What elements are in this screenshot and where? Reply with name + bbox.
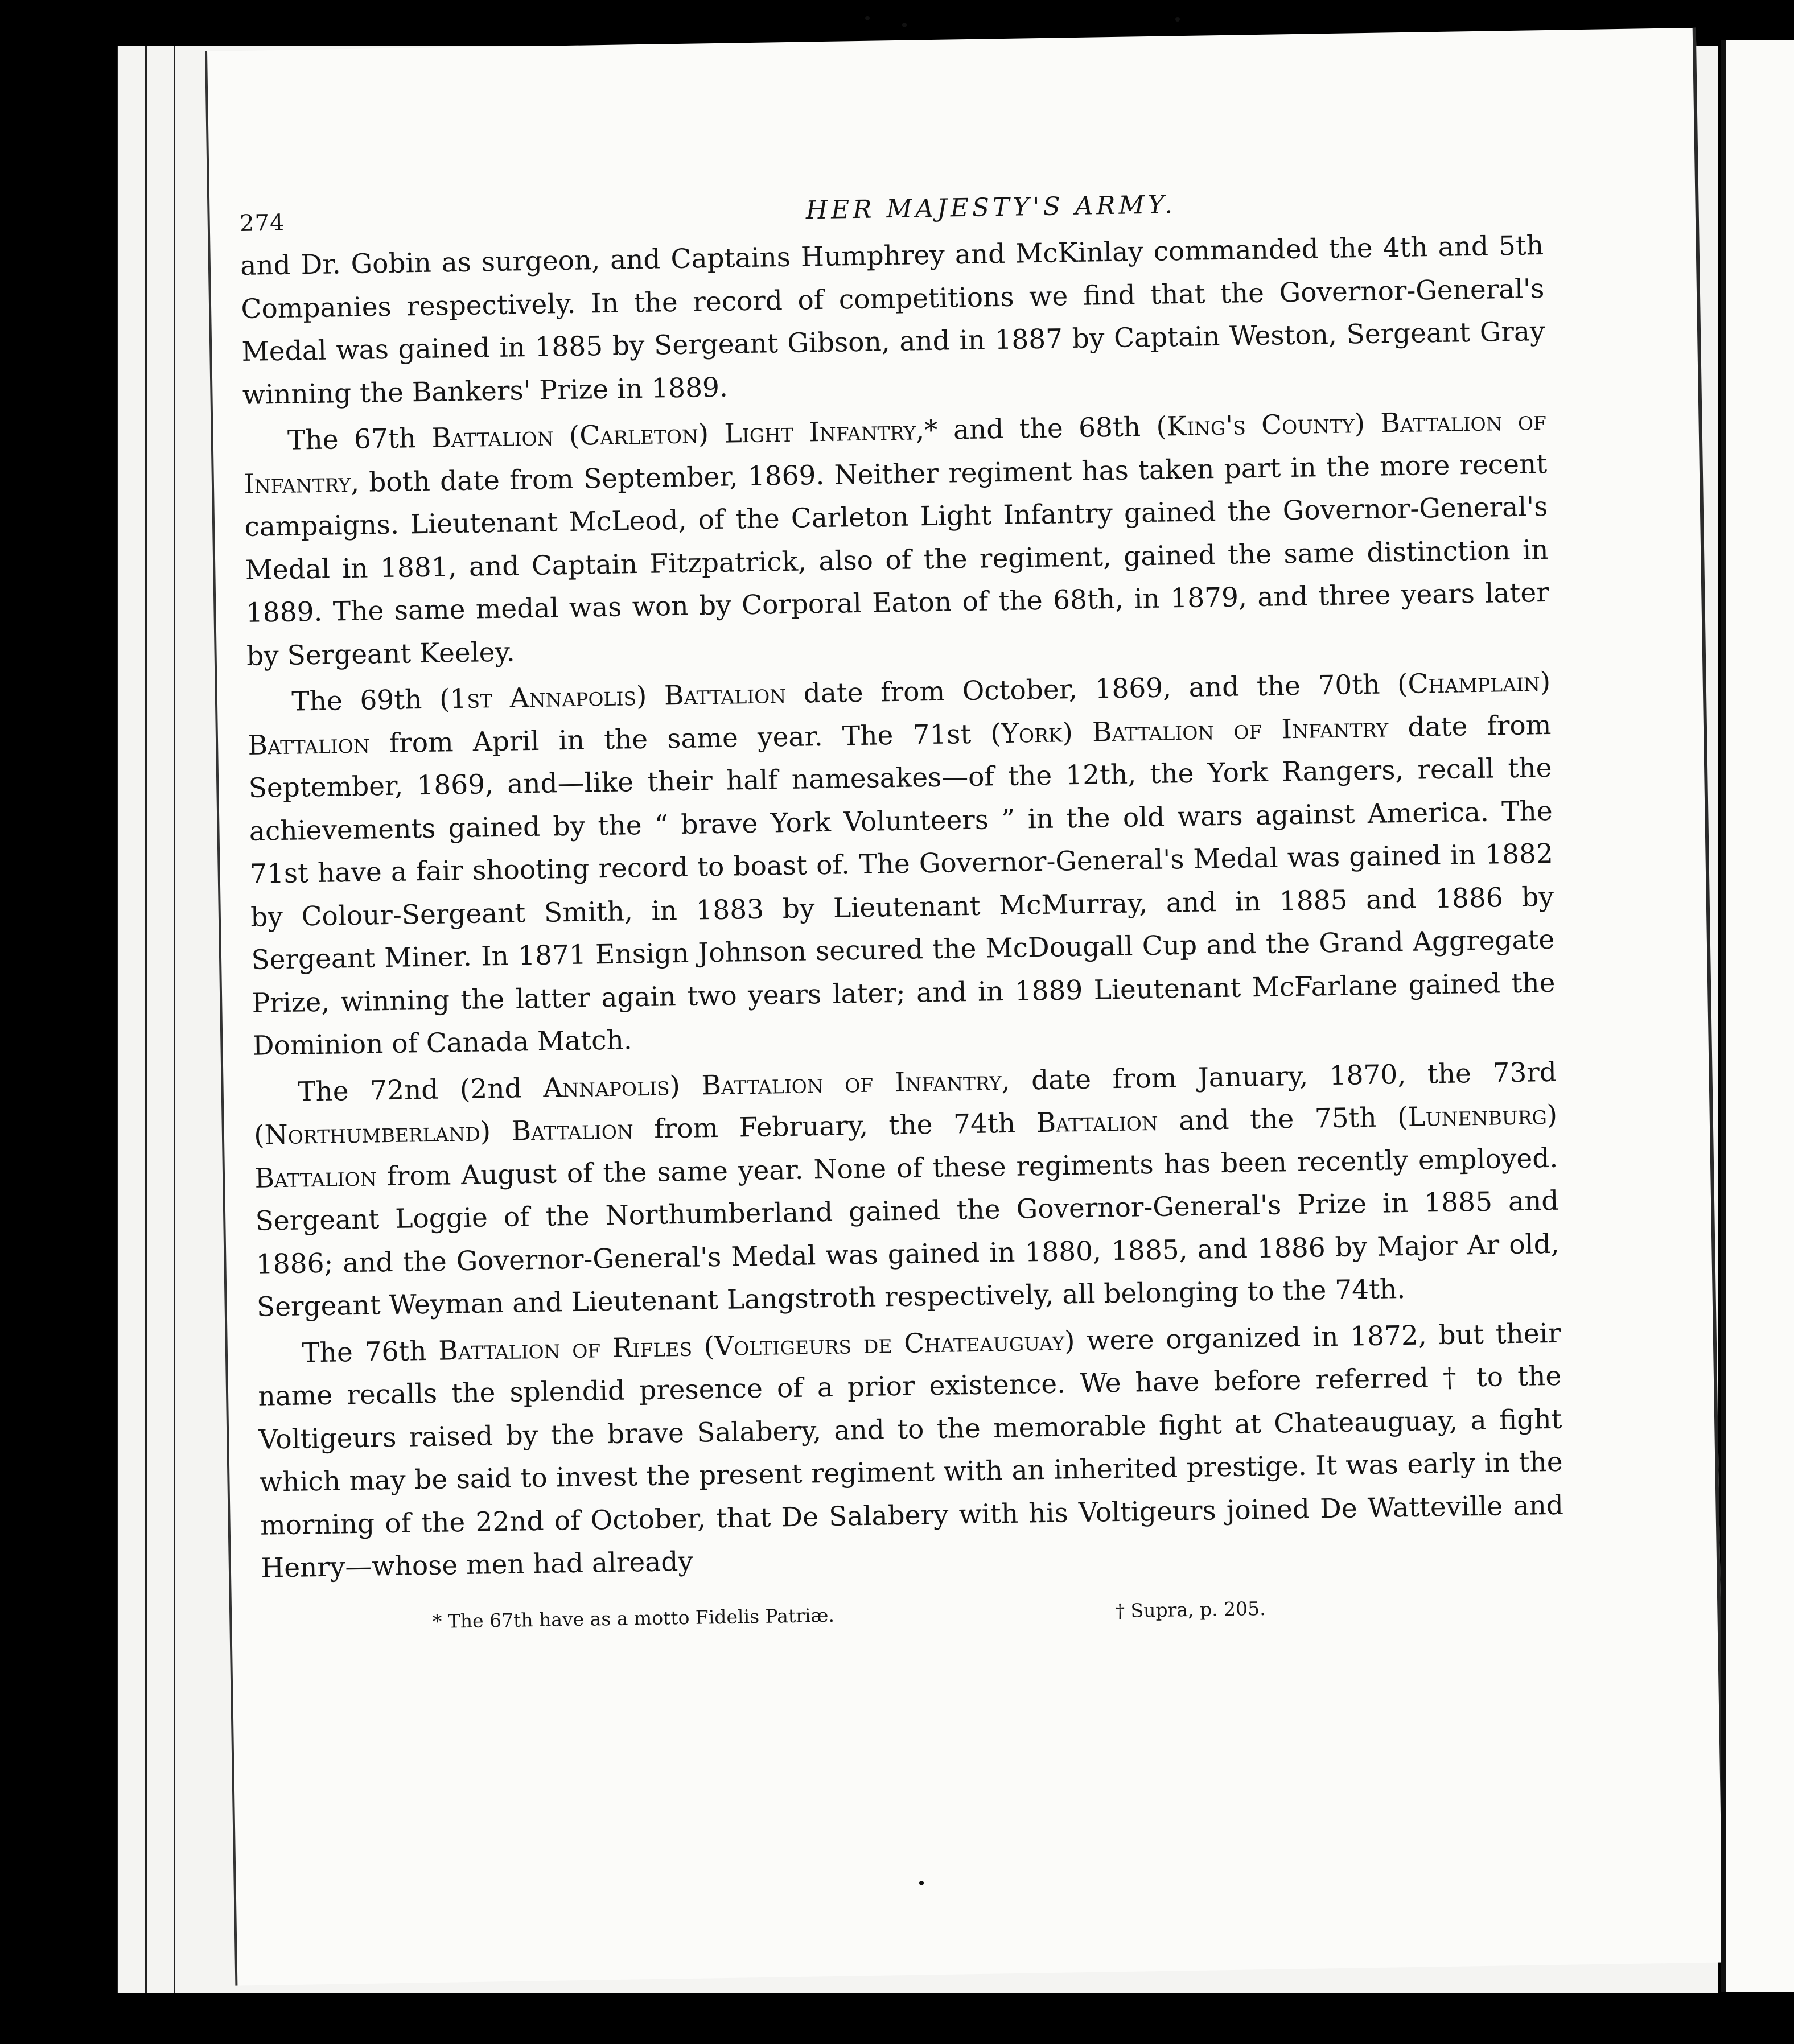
small-caps-run: Battalion of Infantry [1092,711,1389,748]
small-caps-run: Battalion [664,678,787,712]
text-run: from February, the 74th [633,1107,1037,1145]
text-run: and the 75th ( [1158,1101,1409,1137]
small-caps-run: York [1001,716,1063,749]
text-run: ) [480,1115,512,1148]
text-run: from April in the same year. The 71st ( [369,718,1002,760]
text-run: date from October, 1869, and the 70th ( [785,668,1408,710]
small-caps-run: Battalion [248,728,371,761]
ink-speck [1175,17,1180,22]
small-caps-run: Battalion [1036,1105,1159,1139]
ink-speck [919,1881,924,1885]
text-run: ) [669,1069,702,1102]
text-run: The 69th ( [291,683,450,718]
ink-speck [865,16,870,20]
small-caps-run: Annapolis [542,1070,670,1104]
text-run: ) [1354,407,1381,440]
text-run: ) [1540,666,1551,698]
small-caps-run: Lunenburg [1408,1099,1548,1133]
small-caps-run: Northumberland [264,1116,481,1151]
text-run: date from September, 1869, and—like their half namesakes—of the 12th, the York Rangers, recall the achievements gained by the “ brave York Volunteers ” in the old wars against America. The 71st have a fair shooting record to boast of. The Governor-General's Medal was gained in 1882 by Colour-Sergeant Smith, in 1883 by Lieutenant McMurray, and in 1885 and 1886 by Sergeant Miner. In 1871 Ensign Johnson secured the McDougall Cup and the Grand Aggregate Prize, winning the latter again two years later; and in 1889 Lieutenant McFarlane gained the Dominion of Canada Match. [248,709,1556,1062]
small-caps-run: Battalion of Infantry, [243,405,1547,500]
facing-page-edge [1721,40,1794,1992]
text-run: ) [1062,716,1093,748]
page-content [239,162,1565,1658]
text-run: * and the 68th ( [924,411,1167,447]
small-caps-run: Champlain [1408,666,1541,700]
text-run: The 67th [287,422,432,456]
body-text [240,224,1565,1590]
footnote-dagger: † Supra, p. 205. [1115,1597,1266,1622]
page-title: HER MAJESTY'S ARMY. [805,190,1176,225]
small-caps-run: Battalion of Rifles (Voltigeurs de Chateauguay) [438,1325,1075,1367]
text-run: ) [636,680,665,712]
text-run: The 72nd (2nd [297,1072,544,1108]
page-number: 274 [239,209,285,237]
small-caps-run: Battalion of Infantry, [701,1065,1010,1101]
text-run: both date from September, 1869. Neither regiment has taken part in the more recent campaigns. Lieutenant McLeod, of the Carleton Light Infantry gained the Governor-General's Medal in 1881, and Captain Fitzpatrick, also of the regiment, gained the same distinction in 1889. The same medal was won by Corporal Eaton of the 68th, in 1879, and three years later by Sergeant Keeley. [244,448,1550,672]
text-run: were organized in 1872, but their name recalls the splendid presence of a prior existence. We have before referred † to the Voltigeurs raised by the brave Salabery, and to the memorable fight at Chateauguay, a fight which may be said to invest the present regiment with an inherited prestige. It was early in the morning of the 22nd of October, that De Salabery with his Voltigeurs joined De Watteville and Henry—whose men had already [258,1317,1564,1584]
text-run: The 76th [301,1335,439,1369]
paragraph-5 [257,1312,1565,1590]
small-caps-run: Battalion [254,1160,377,1194]
paragraph-1 [240,224,1546,417]
text-run: from August of the same year. None of these regiments has been recently employed. Sergeant Loggie of the Northumberland gained the Governor-General's Prize in 1885 and 1886; and the Governor-General's Medal was gained in 1880, 1885, and 1886 by Major Ar old, Sergeant Weyman and Lieutenant Langstroth respectively, all belonging to the 74th. [255,1142,1560,1323]
small-caps-run: Battalion (Carleton) Light Infantry, [431,415,925,454]
text-run: ) [1546,1099,1558,1131]
text-run: and Dr. Gobin as surgeon, and Captains Humphrey and McKinlay commanded the 4th and 5th Companies respectively. In the record of competitions we find that the Governor-General's Medal was gained in 1885 by Sergeant Gibson, and in 1887 by Captain Weston, Sergeant Gray winning the Bankers' Prize in 1889. [240,230,1545,411]
paragraph-2 [243,399,1550,678]
paragraph-4 [253,1050,1561,1329]
paragraph-3 [247,661,1556,1068]
small-caps-run: King's County [1166,408,1355,443]
small-caps-run: Battalion [511,1114,634,1147]
footnote-asterisk: * The 67th have as a motto Fidelis Patriæ. [432,1604,835,1633]
small-caps-run: 1st Annapolis [450,681,637,715]
ink-speck [902,23,907,27]
text-run: date from January, 1870, the 73rd ( [253,1056,1557,1151]
